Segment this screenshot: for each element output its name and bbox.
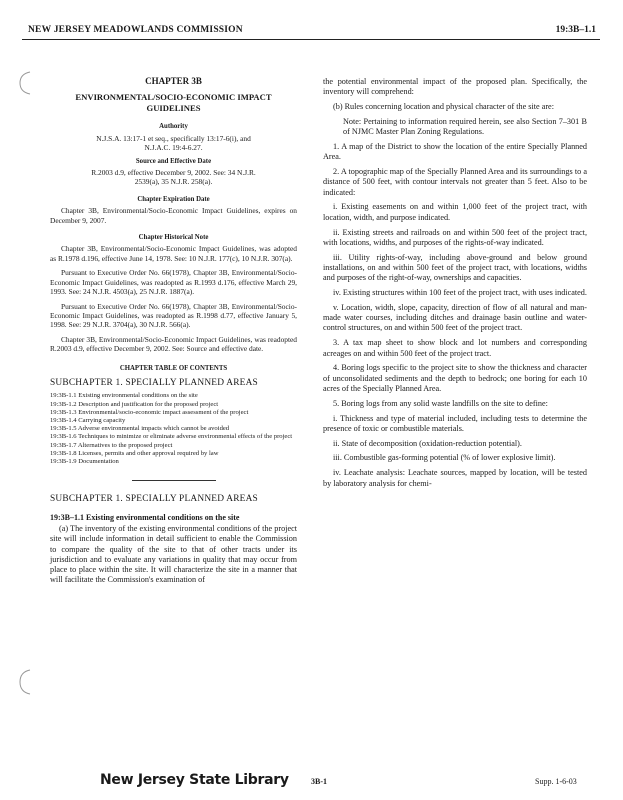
body-paragraph: 2. A topographic map of the Specially Planned Area and its surroundings to a distance of 500 feet, with contour intervals not greater than 5 feet. Also to be indicated: [323, 167, 587, 197]
body-paragraph: iv. Leachate analysis: Leachate sources, mapped by location, will be tested by laboratory analysis for chemi- [323, 468, 587, 488]
body-paragraph: iv. Existing structures within 100 feet of the project tract, with uses indicated. [333, 288, 587, 298]
body-paragraph: i. Existing easements on and within 1,000 feet of the project tract, with location, width, and purpose indicated. [323, 202, 587, 222]
supplement-date: Supp. 1-6-03 [535, 777, 577, 786]
header-title: NEW JERSEY MEADOWLANDS COMMISSION [28, 25, 243, 35]
subchapter-heading: SUBCHAPTER 1. SPECIALLY PLANNED AREAS [50, 494, 258, 505]
section-text: (a) The inventory of the existing environmental conditions of the project site will include information in detail sufficient to enable the Commission to compare the quality of the site to that of other tracts under its jurisdiction and to evaluate any variations in quality that may occur from place to place within the site. It will characterize the site in a manner that will facilitate the Commission's examination of [50, 523, 297, 585]
table-of-contents [50, 392, 297, 466]
body-paragraph: 1. A map of the District to show the location of the entire Specially Planned Area. [323, 141, 587, 162]
punch-hole-mark [18, 668, 32, 696]
history-paragraph: Chapter 3B, Environmental/Socio-Economic Impact Guidelines, was adopted as R.1978 d.196, effective June 14, 1978. See: 10 N.J.R. 177(c), 10 N.J.R. 307(a). [50, 244, 297, 263]
body-paragraph: ii. State of decomposition (oxidation-reduction potential). [333, 438, 522, 448]
body-paragraph: iii. Utility rights-of-way, including above-ground and below ground installations, on and within 500 feet of the project tract, with locations, widths and purposes of the right-of-way, ownerships and capacities. [323, 252, 587, 283]
section-title: 19:3B–1.1 Existing environmental conditions on the site [50, 512, 240, 522]
library-stamp: New Jersey State Library [100, 772, 289, 788]
toc-item[interactable]: 19:3B-1.6 Techniques to minimize or eliminate adverse environmental effects of the project [50, 433, 293, 441]
toc-subchapter: SUBCHAPTER 1. SPECIALLY PLANNED AREAS [50, 377, 258, 388]
toc-heading: CHAPTER TABLE OF CONTENTS [119, 364, 228, 372]
chapter-number: CHAPTER 3B [145, 76, 202, 86]
toc-item[interactable]: 19:3B-1.4 Carrying capacity [50, 416, 126, 424]
note-paragraph: Note: Pertaining to information required herein, see also Section 7–301 B of NJMC Master Plan Zoning Regulations. [343, 116, 587, 137]
source-heading: Source and Effective Date [135, 157, 212, 165]
body-paragraph: 3. A tax map sheet to show block and lot numbers and corresponding acreages on and within 500 feet of the project tract. [323, 338, 587, 358]
history-paragraph: Pursuant to Executive Order No. 66(1978), Chapter 3B, Environmental/Socio-Economic Impact Guidelines, was readopted as R.1993 d.176, effective March 29, 1993. See: 24 N.J.R. 4503(a), 25 N.J.R. 1887(a). [50, 268, 297, 297]
right-column [323, 77, 587, 493]
toc-item[interactable]: 19:3B-1.3 Environmental/socio-economic impact assessment of the project [50, 408, 249, 416]
body-paragraph: the potential environmental impact of the proposed plan. Specifically, the inventory will comprehend: [323, 77, 587, 97]
authority-heading: Authority [159, 123, 188, 131]
toc-item[interactable]: 19:3B-1.1 Existing environmental conditions on the site [50, 392, 198, 400]
left-column [50, 77, 297, 586]
body-paragraph: (b) Rules concerning location and physical character of the site are: [333, 102, 554, 112]
expiration-text: Chapter 3B, Environmental/Socio-Economic Impact Guidelines, expires on December 9, 2007. [50, 206, 297, 225]
body-paragraph: i. Thickness and type of material included, including tests to determine the presence of toxic or combustible materials. [323, 413, 587, 433]
body-paragraph: 4. Boring logs specific to the project site to show the thickness and character of unconsolidated sediments and the depth to bedrock; one boring for each 10 acres of the Specially Planned Area. [323, 363, 587, 393]
toc-item[interactable]: 19:3B-1.5 Adverse environmental impacts which cannot be avoided [50, 425, 230, 433]
running-header [22, 23, 600, 40]
chapter-title: ENVIRONMENTAL/SOCIO-ECONOMIC IMPACT GUIDELINES [75, 92, 272, 113]
source-text: R.2003 d.9, effective December 9, 2002. See: 34 N.J.R. 2539(a), 35 N.J.R. 258(a). [91, 168, 256, 187]
toc-item[interactable]: 19:3B-1.7 Alternatives to the proposed project [50, 441, 173, 449]
history-paragraph: Chapter 3B, Environmental/Socio-Economic Impact Guidelines, was readopted R.2003 d.9, effective December 9, 2002. See: Source and effective date. [50, 334, 297, 354]
toc-item[interactable]: 19:3B-1.8 Licenses, permits and other approval required by law [50, 449, 219, 457]
history-paragraph: Pursuant to Executive Order No. 66(1978), Chapter 3B, Environmental/Socio-Economic Impact Guidelines, was readopted as R.1998 d.77, effective January 5, 1998. See: 29 N.J.R. 3704(a), 30 N.J.R. 566(a). [50, 301, 297, 330]
history-heading: Chapter Historical Note [138, 234, 209, 242]
toc-item[interactable]: 19:3B-1.2 Description and justification for the proposed project [50, 400, 219, 408]
toc-item[interactable]: 19:3B-1.9 Documentation [50, 457, 119, 465]
body-paragraph: ii. Existing streets and railroads on and within 500 feet of the project tract, with locations, widths, and purposes of the rights-of-way indicated. [323, 227, 587, 247]
authority-text: N.J.S.A. 13:17-1 et seq., specifically 13:17-6(i), and N.J.A.C. 19:4-6.27. [96, 133, 251, 153]
section-divider [132, 480, 216, 481]
punch-hole-mark [18, 70, 32, 96]
expiration-heading: Chapter Expiration Date [137, 195, 210, 203]
page-number: 3B-1 [311, 777, 327, 786]
body-paragraph: iii. Combustible gas-forming potential (% of lower explosive limit). [333, 453, 556, 463]
body-paragraph: v. Location, width, slope, capacity, direction of flow of all natural and man-made water courses, including ditches and drainage basin outline and water-control structures, on and within 500 feet of the project tract. [323, 302, 587, 333]
body-paragraph: 5. Boring logs from any solid waste landfills on the site to define: [333, 398, 548, 408]
header-section-number: 19:3B–1.1 [555, 25, 596, 35]
